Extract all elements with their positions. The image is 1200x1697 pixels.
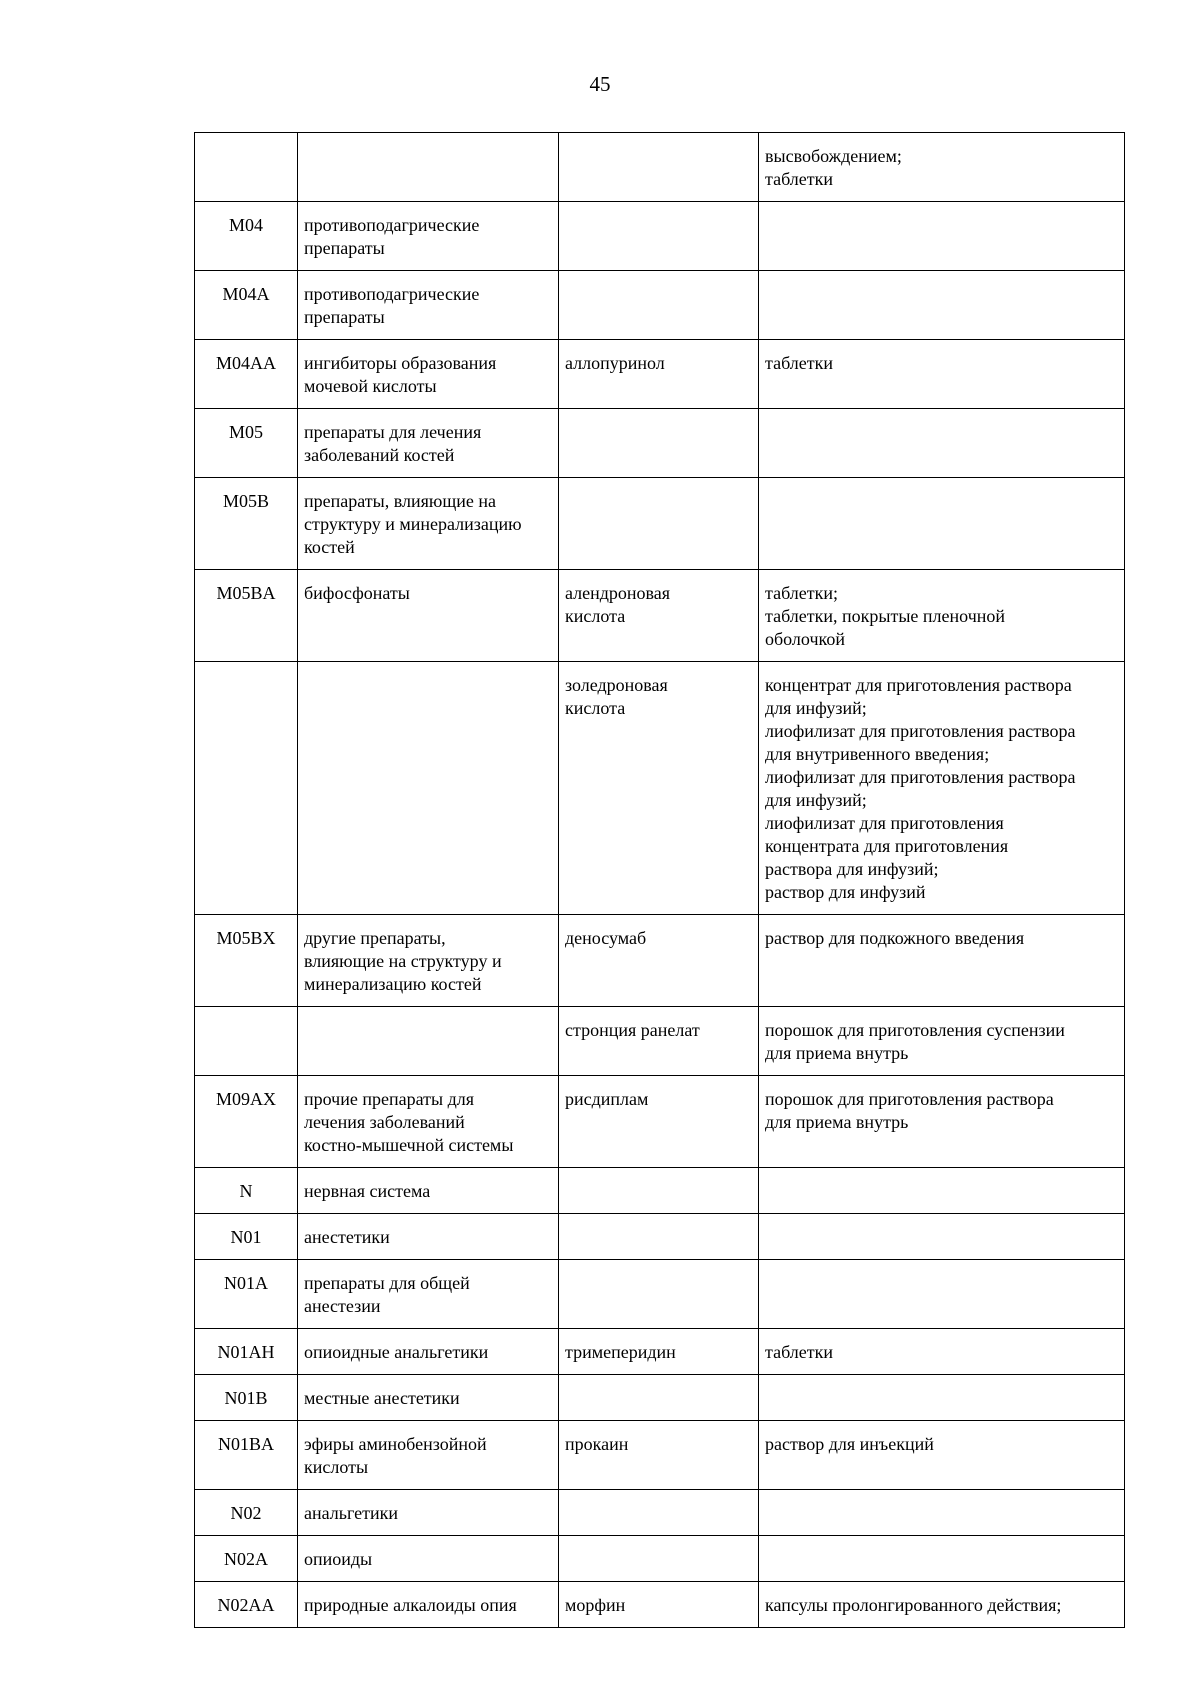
dosage-forms-cell — [759, 1536, 1125, 1582]
atc-code-cell: M05BX — [195, 915, 298, 1007]
anatomical-group-line: структуру и минерализацию — [304, 514, 522, 534]
table-row — [195, 1168, 1125, 1214]
anatomical-group-line: анестетики — [304, 1227, 390, 1247]
dosage-forms-line: раствор для подкожного введения — [765, 928, 1025, 948]
anatomical-group-line: костно-мышечной системы — [304, 1135, 514, 1155]
dosage-forms-cell — [759, 1582, 1125, 1628]
anatomical-group-line: заболеваний костей — [304, 445, 455, 465]
dosage-forms-line: таблетки, покрытые пленочной — [765, 606, 1006, 626]
atc-code-cell: N02AA — [195, 1582, 298, 1628]
dosage-forms-line: концентрат для приготовления раствора — [765, 675, 1072, 695]
table-row — [195, 1536, 1125, 1582]
drug-name-cell — [559, 662, 759, 915]
dosage-forms-line: капсулы пролонгированного действия; — [765, 1595, 1062, 1615]
anatomical-group-line: кислоты — [304, 1457, 369, 1477]
dosage-forms-line: для внутривенного введения; — [765, 744, 990, 764]
anatomical-group-cell — [298, 570, 559, 662]
dosage-forms-cell — [759, 478, 1125, 570]
anatomical-group-cell — [298, 1375, 559, 1421]
dosage-forms-cell — [759, 1214, 1125, 1260]
drug-name-cell — [559, 1076, 759, 1168]
dosage-forms-cell — [759, 570, 1125, 662]
drug-name-cell — [559, 570, 759, 662]
dosage-forms-cell — [759, 202, 1125, 271]
anatomical-group-cell — [298, 202, 559, 271]
anatomical-group-line: препараты — [304, 307, 385, 327]
table-row — [195, 1582, 1125, 1628]
anatomical-group-line: влияющие на структуру и — [304, 951, 502, 971]
atc-code-cell: N01A — [195, 1260, 298, 1329]
table-row — [195, 1375, 1125, 1421]
anatomical-group-cell — [298, 662, 559, 915]
dosage-forms-line: концентрата для приготовления — [765, 836, 1009, 856]
dosage-forms-cell — [759, 409, 1125, 478]
table-row — [195, 340, 1125, 409]
anatomical-group-line: другие препараты, — [304, 928, 446, 948]
anatomical-group-line: анальгетики — [304, 1503, 398, 1523]
anatomical-group-cell — [298, 1260, 559, 1329]
anatomical-group-line: местные анестетики — [304, 1388, 460, 1408]
drug-name-cell — [559, 1490, 759, 1536]
dosage-forms-line: для приема внутрь — [765, 1112, 909, 1132]
dosage-forms-cell — [759, 915, 1125, 1007]
table-row — [195, 570, 1125, 662]
dosage-forms-line: для инфузий; — [765, 790, 867, 810]
drug-list-table — [194, 132, 1125, 1628]
dosage-forms-line: порошок для приготовления суспензии — [765, 1020, 1065, 1040]
anatomical-group-cell — [298, 478, 559, 570]
drug-name-cell — [559, 409, 759, 478]
table-row — [195, 1329, 1125, 1375]
drug-name-cell — [559, 1007, 759, 1076]
drug-name-cell — [559, 1421, 759, 1490]
dosage-forms-cell — [759, 1329, 1125, 1375]
atc-code-cell: N01BA — [195, 1421, 298, 1490]
anatomical-group-line: противоподагрические — [304, 284, 480, 304]
anatomical-group-line: анестезии — [304, 1296, 381, 1316]
anatomical-group-line: препараты, влияющие на — [304, 491, 496, 511]
atc-code-cell: M05B — [195, 478, 298, 570]
dosage-forms-cell — [759, 1490, 1125, 1536]
anatomical-group-line: мочевой кислоты — [304, 376, 437, 396]
dosage-forms-cell — [759, 133, 1125, 202]
drug-name-cell — [559, 202, 759, 271]
anatomical-group-line: минерализацию костей — [304, 974, 482, 994]
drug-name-line: прокаин — [565, 1434, 629, 1454]
anatomical-group-cell — [298, 340, 559, 409]
table-row — [195, 1260, 1125, 1329]
drug-name-cell — [559, 1375, 759, 1421]
dosage-forms-cell — [759, 1007, 1125, 1076]
atc-code-cell: N01AH — [195, 1329, 298, 1375]
anatomical-group-line: лечения заболеваний — [304, 1112, 465, 1132]
atc-code-cell — [195, 662, 298, 915]
dosage-forms-line: лиофилизат для приготовления — [765, 813, 1004, 833]
drug-name-cell — [559, 915, 759, 1007]
atc-code-cell: N01 — [195, 1214, 298, 1260]
atc-code-cell — [195, 1007, 298, 1076]
drug-name-line: рисдиплам — [565, 1089, 649, 1109]
table-row — [195, 409, 1125, 478]
dosage-forms-line: лиофилизат для приготовления раствора — [765, 767, 1076, 787]
drug-name-line: кислота — [565, 606, 626, 626]
anatomical-group-cell — [298, 1076, 559, 1168]
anatomical-group-cell — [298, 1421, 559, 1490]
table-row — [195, 1076, 1125, 1168]
atc-code-cell: M04 — [195, 202, 298, 271]
table-row — [195, 133, 1125, 202]
anatomical-group-cell — [298, 1490, 559, 1536]
drug-name-line: алендроновая — [565, 583, 671, 603]
anatomical-group-cell — [298, 1007, 559, 1076]
dosage-forms-line: раствора для инфузий; — [765, 859, 939, 879]
atc-code-cell: N — [195, 1168, 298, 1214]
page-number: 45 — [589, 72, 611, 96]
drug-name-line: морфин — [565, 1595, 626, 1615]
dosage-forms-line: для приема внутрь — [765, 1043, 909, 1063]
dosage-forms-cell — [759, 271, 1125, 340]
dosage-forms-cell — [759, 1375, 1125, 1421]
drug-name-line: золедроновая — [565, 675, 668, 695]
dosage-forms-cell — [759, 340, 1125, 409]
dosage-forms-line: таблетки; — [765, 583, 839, 603]
atc-code-cell: M04AA — [195, 340, 298, 409]
dosage-forms-cell — [759, 1260, 1125, 1329]
drug-name-cell — [559, 1582, 759, 1628]
anatomical-group-line: препараты для лечения — [304, 422, 482, 442]
table-row — [195, 271, 1125, 340]
anatomical-group-cell — [298, 409, 559, 478]
anatomical-group-line: препараты для общей — [304, 1273, 470, 1293]
drug-name-cell — [559, 271, 759, 340]
drug-name-cell — [559, 1329, 759, 1375]
anatomical-group-line: противоподагрические — [304, 215, 480, 235]
dosage-forms-line: раствор для инъекций — [765, 1434, 934, 1454]
anatomical-group-cell — [298, 271, 559, 340]
dosage-forms-line: таблетки — [765, 353, 834, 373]
atc-code-cell: M05 — [195, 409, 298, 478]
dosage-forms-line: для инфузий; — [765, 698, 867, 718]
dosage-forms-line: лиофилизат для приготовления раствора — [765, 721, 1076, 741]
drug-name-line: стронция ранелат — [565, 1020, 700, 1040]
table-row — [195, 202, 1125, 271]
atc-code-cell: N01B — [195, 1375, 298, 1421]
drug-name-cell — [559, 478, 759, 570]
table-row — [195, 1007, 1125, 1076]
drug-name-cell — [559, 133, 759, 202]
atc-code-cell — [195, 133, 298, 202]
dosage-forms-cell — [759, 662, 1125, 915]
dosage-forms-cell — [759, 1076, 1125, 1168]
anatomical-group-cell — [298, 1536, 559, 1582]
atc-code-cell: M05BA — [195, 570, 298, 662]
atc-code-cell: M04A — [195, 271, 298, 340]
table-row — [195, 1421, 1125, 1490]
atc-code-cell: M09AX — [195, 1076, 298, 1168]
atc-code-cell: N02 — [195, 1490, 298, 1536]
table-row — [195, 1214, 1125, 1260]
dosage-forms-line: высвобождением; — [765, 146, 902, 166]
table-row — [195, 1490, 1125, 1536]
anatomical-group-line: препараты — [304, 238, 385, 258]
anatomical-group-cell — [298, 1168, 559, 1214]
anatomical-group-cell — [298, 1582, 559, 1628]
drug-name-cell — [559, 340, 759, 409]
anatomical-group-line: эфиры аминобензойной — [304, 1434, 487, 1454]
anatomical-group-cell — [298, 1329, 559, 1375]
anatomical-group-line: костей — [304, 537, 355, 557]
dosage-forms-line: оболочкой — [765, 629, 845, 649]
dosage-forms-cell — [759, 1421, 1125, 1490]
drug-name-line: деносумаб — [565, 928, 647, 948]
drug-name-line: аллопуринол — [565, 353, 665, 373]
anatomical-group-line: прочие препараты для — [304, 1089, 474, 1109]
drug-name-line: тримеперидин — [565, 1342, 676, 1362]
anatomical-group-cell — [298, 915, 559, 1007]
dosage-forms-line: порошок для приготовления раствора — [765, 1089, 1054, 1109]
drug-name-cell — [559, 1536, 759, 1582]
atc-code-cell: N02A — [195, 1536, 298, 1582]
dosage-forms-cell — [759, 1168, 1125, 1214]
anatomical-group-cell — [298, 133, 559, 202]
dosage-forms-line: таблетки — [765, 169, 834, 189]
dosage-forms-line: таблетки — [765, 1342, 834, 1362]
table-body — [195, 133, 1125, 1628]
table-row — [195, 478, 1125, 570]
table-row — [195, 662, 1125, 915]
drug-name-cell — [559, 1260, 759, 1329]
dosage-forms-line: раствор для инфузий — [765, 882, 926, 902]
anatomical-group-line: бифосфонаты — [304, 583, 410, 603]
anatomical-group-line: опиоиды — [304, 1549, 373, 1569]
drug-name-cell — [559, 1214, 759, 1260]
drug-name-cell — [559, 1168, 759, 1214]
anatomical-group-line: природные алкалоиды опия — [304, 1595, 517, 1615]
table-row — [195, 915, 1125, 1007]
drug-name-line: кислота — [565, 698, 626, 718]
anatomical-group-line: опиоидные анальгетики — [304, 1342, 489, 1362]
anatomical-group-line: нервная система — [304, 1181, 431, 1201]
anatomical-group-cell — [298, 1214, 559, 1260]
anatomical-group-line: ингибиторы образования — [304, 353, 497, 373]
